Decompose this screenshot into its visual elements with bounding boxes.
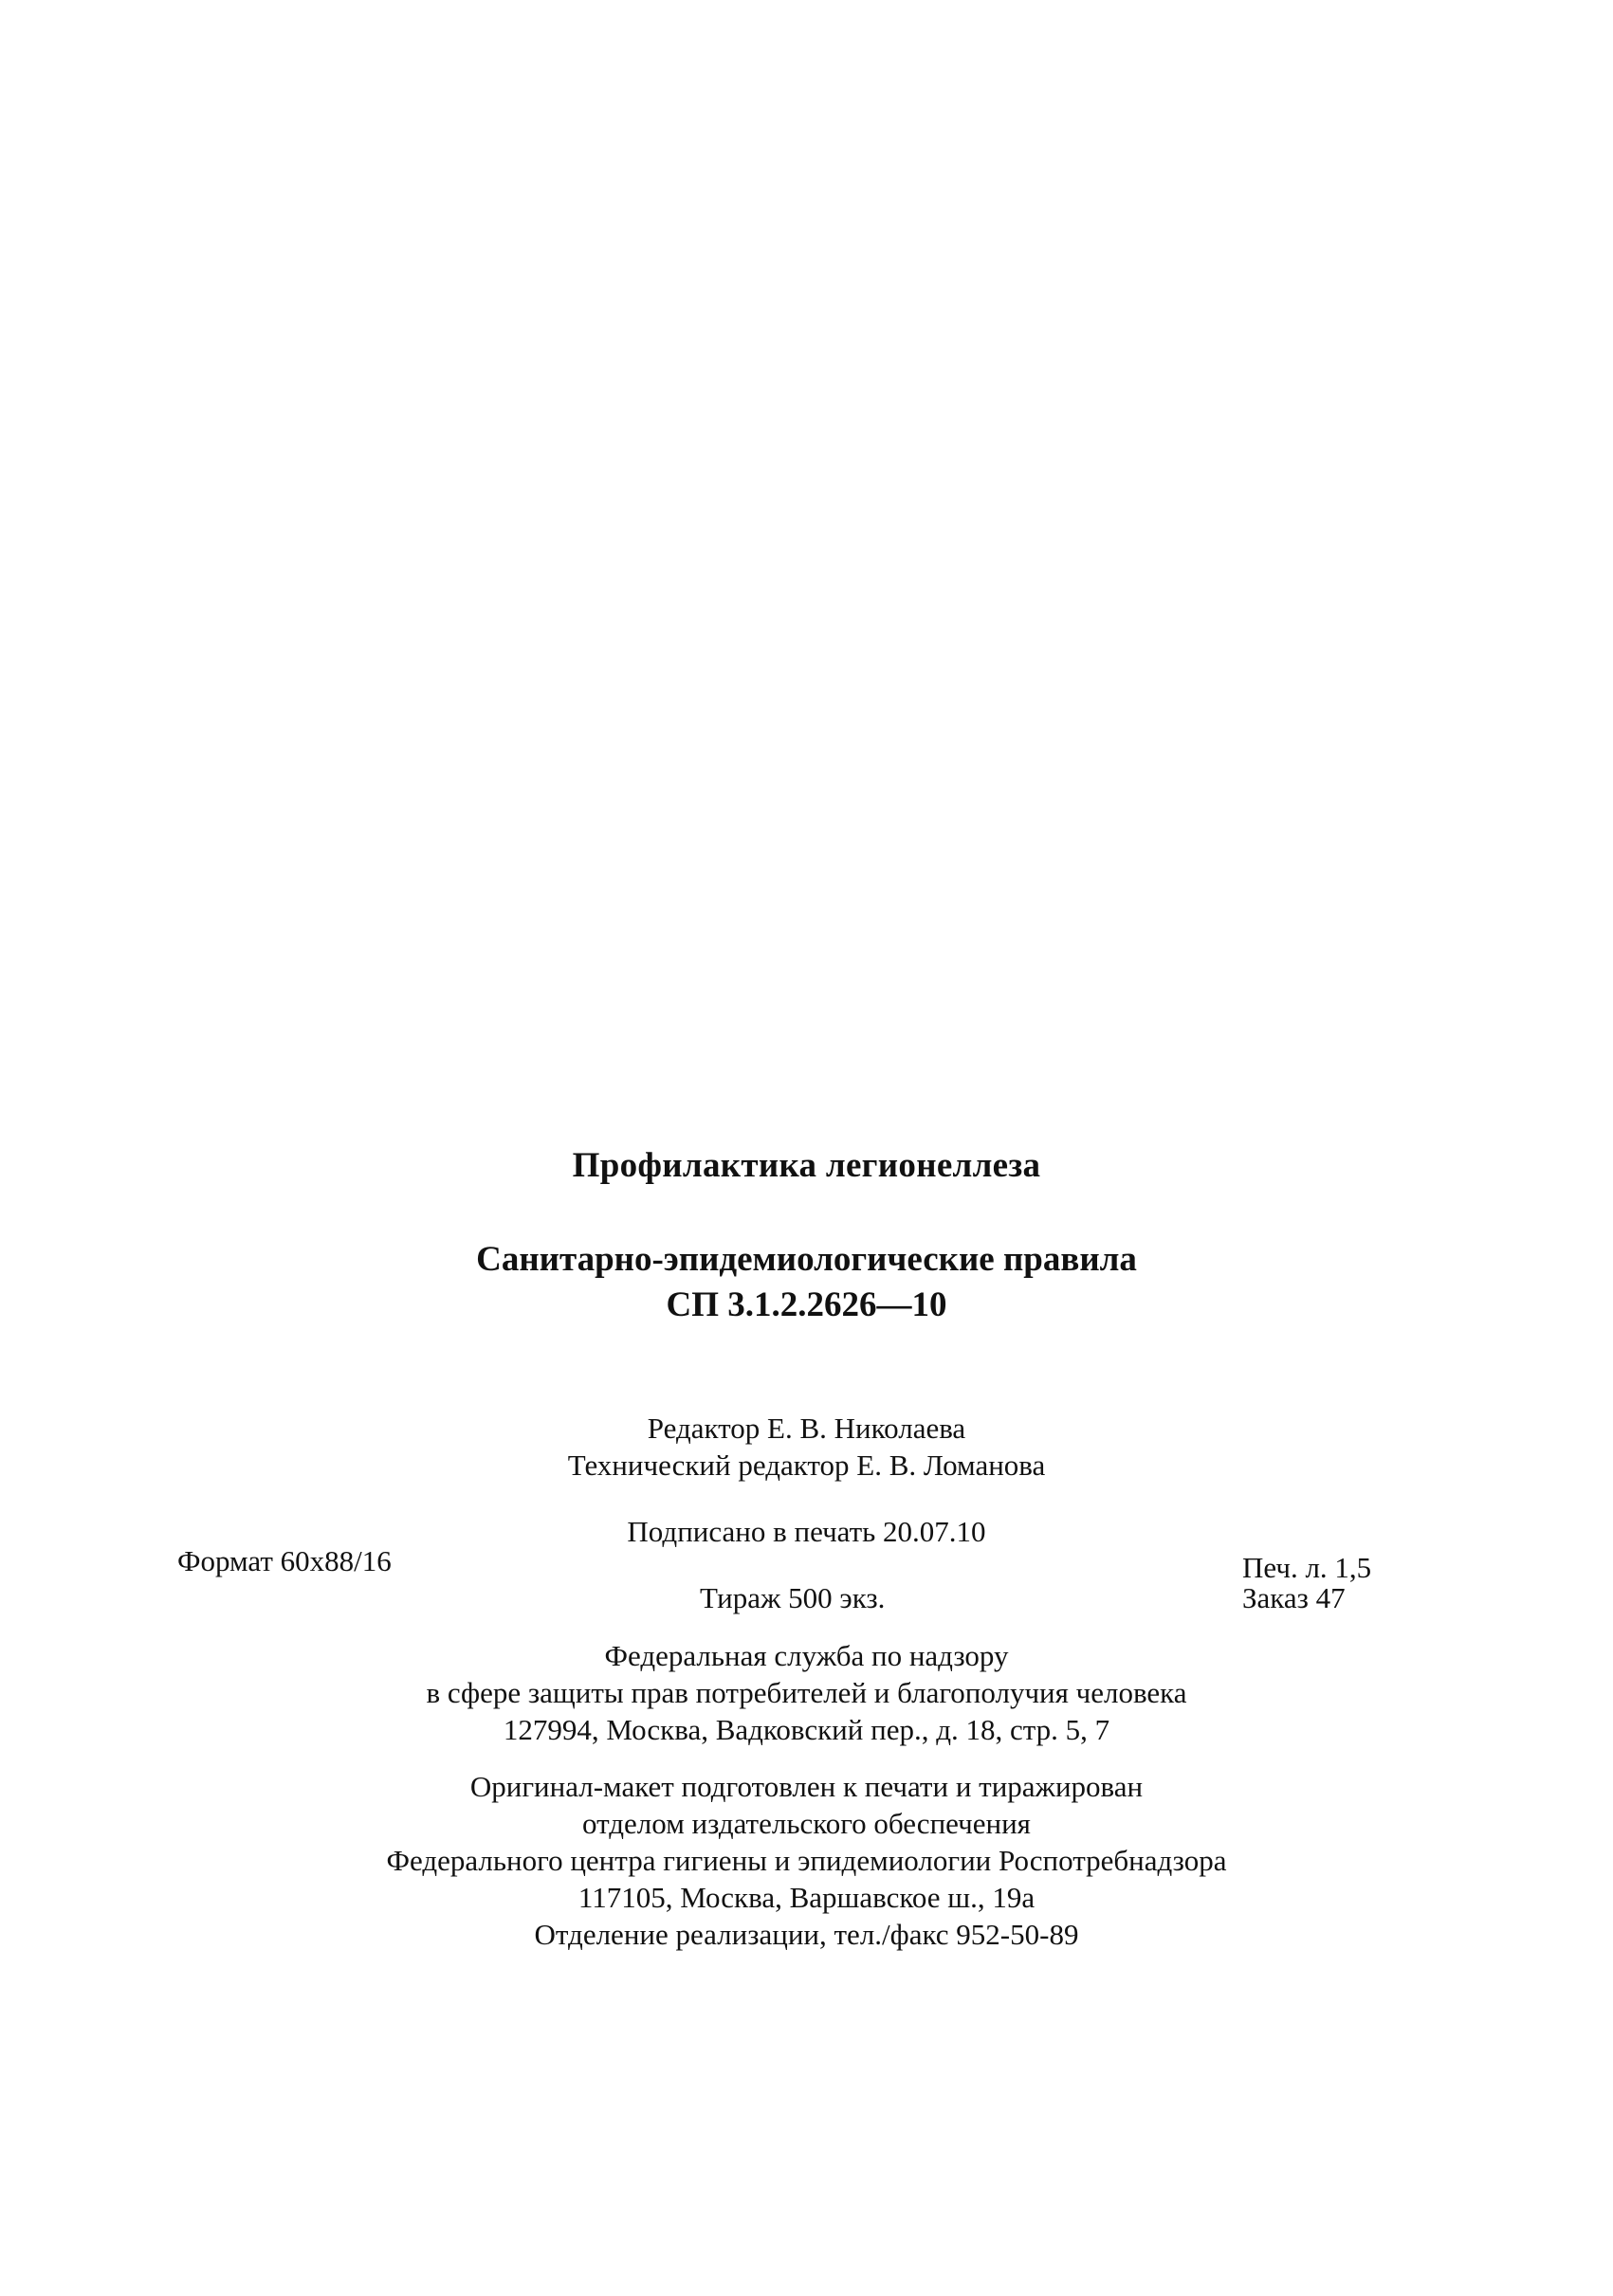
agency-address: 127994, Москва, Вадковский пер., д. 18, стр. 5, 7 (503, 1713, 1110, 1746)
printer-address: 117105, Москва, Варшавское ш., 19а (577, 1881, 1036, 1914)
printer-line: отделом издательского обеспечения (582, 1807, 1031, 1840)
agency-line: Федеральная служба по надзору (604, 1639, 1009, 1672)
document-title: Профилактика легионеллеза (572, 1146, 1041, 1185)
printer-block (0, 1768, 1613, 1953)
circulation-info: Тираж 500 экз. (700, 1581, 886, 1614)
order-info: Заказ 47 (1242, 1581, 1346, 1614)
editor-line: Редактор Е. В. Николаева (647, 1412, 966, 1445)
editors-block (0, 1410, 1613, 1484)
format-info: Формат 60x88/16 (177, 1544, 392, 1577)
printer-line: Федерального центра гигиены и эпидемиологии Роспотребнадзора (386, 1844, 1227, 1877)
printer-line: Оригинал-макет подготовлен к печати и тиражирован (469, 1770, 1144, 1803)
subtitle-line-code: СП 3.1.2.2626—10 (666, 1285, 947, 1324)
technical-editor-line: Технический редактор Е. В. Ломанова (567, 1449, 1046, 1482)
agency-line: в сфере защиты прав потребителей и благополучия человека (426, 1676, 1187, 1709)
agency-block (0, 1637, 1613, 1748)
subtitle-line-rules: Санитарно-эпидемиологические правила (476, 1240, 1137, 1279)
signed-to-print: Подписано в печать 20.07.10 (627, 1515, 986, 1548)
document-subtitle (0, 1237, 1613, 1328)
print-sheets-info: Печ. л. 1,5 (1242, 1551, 1372, 1584)
sales-contact: Отделение реализации, тел./факс 952-50-89 (534, 1918, 1079, 1951)
